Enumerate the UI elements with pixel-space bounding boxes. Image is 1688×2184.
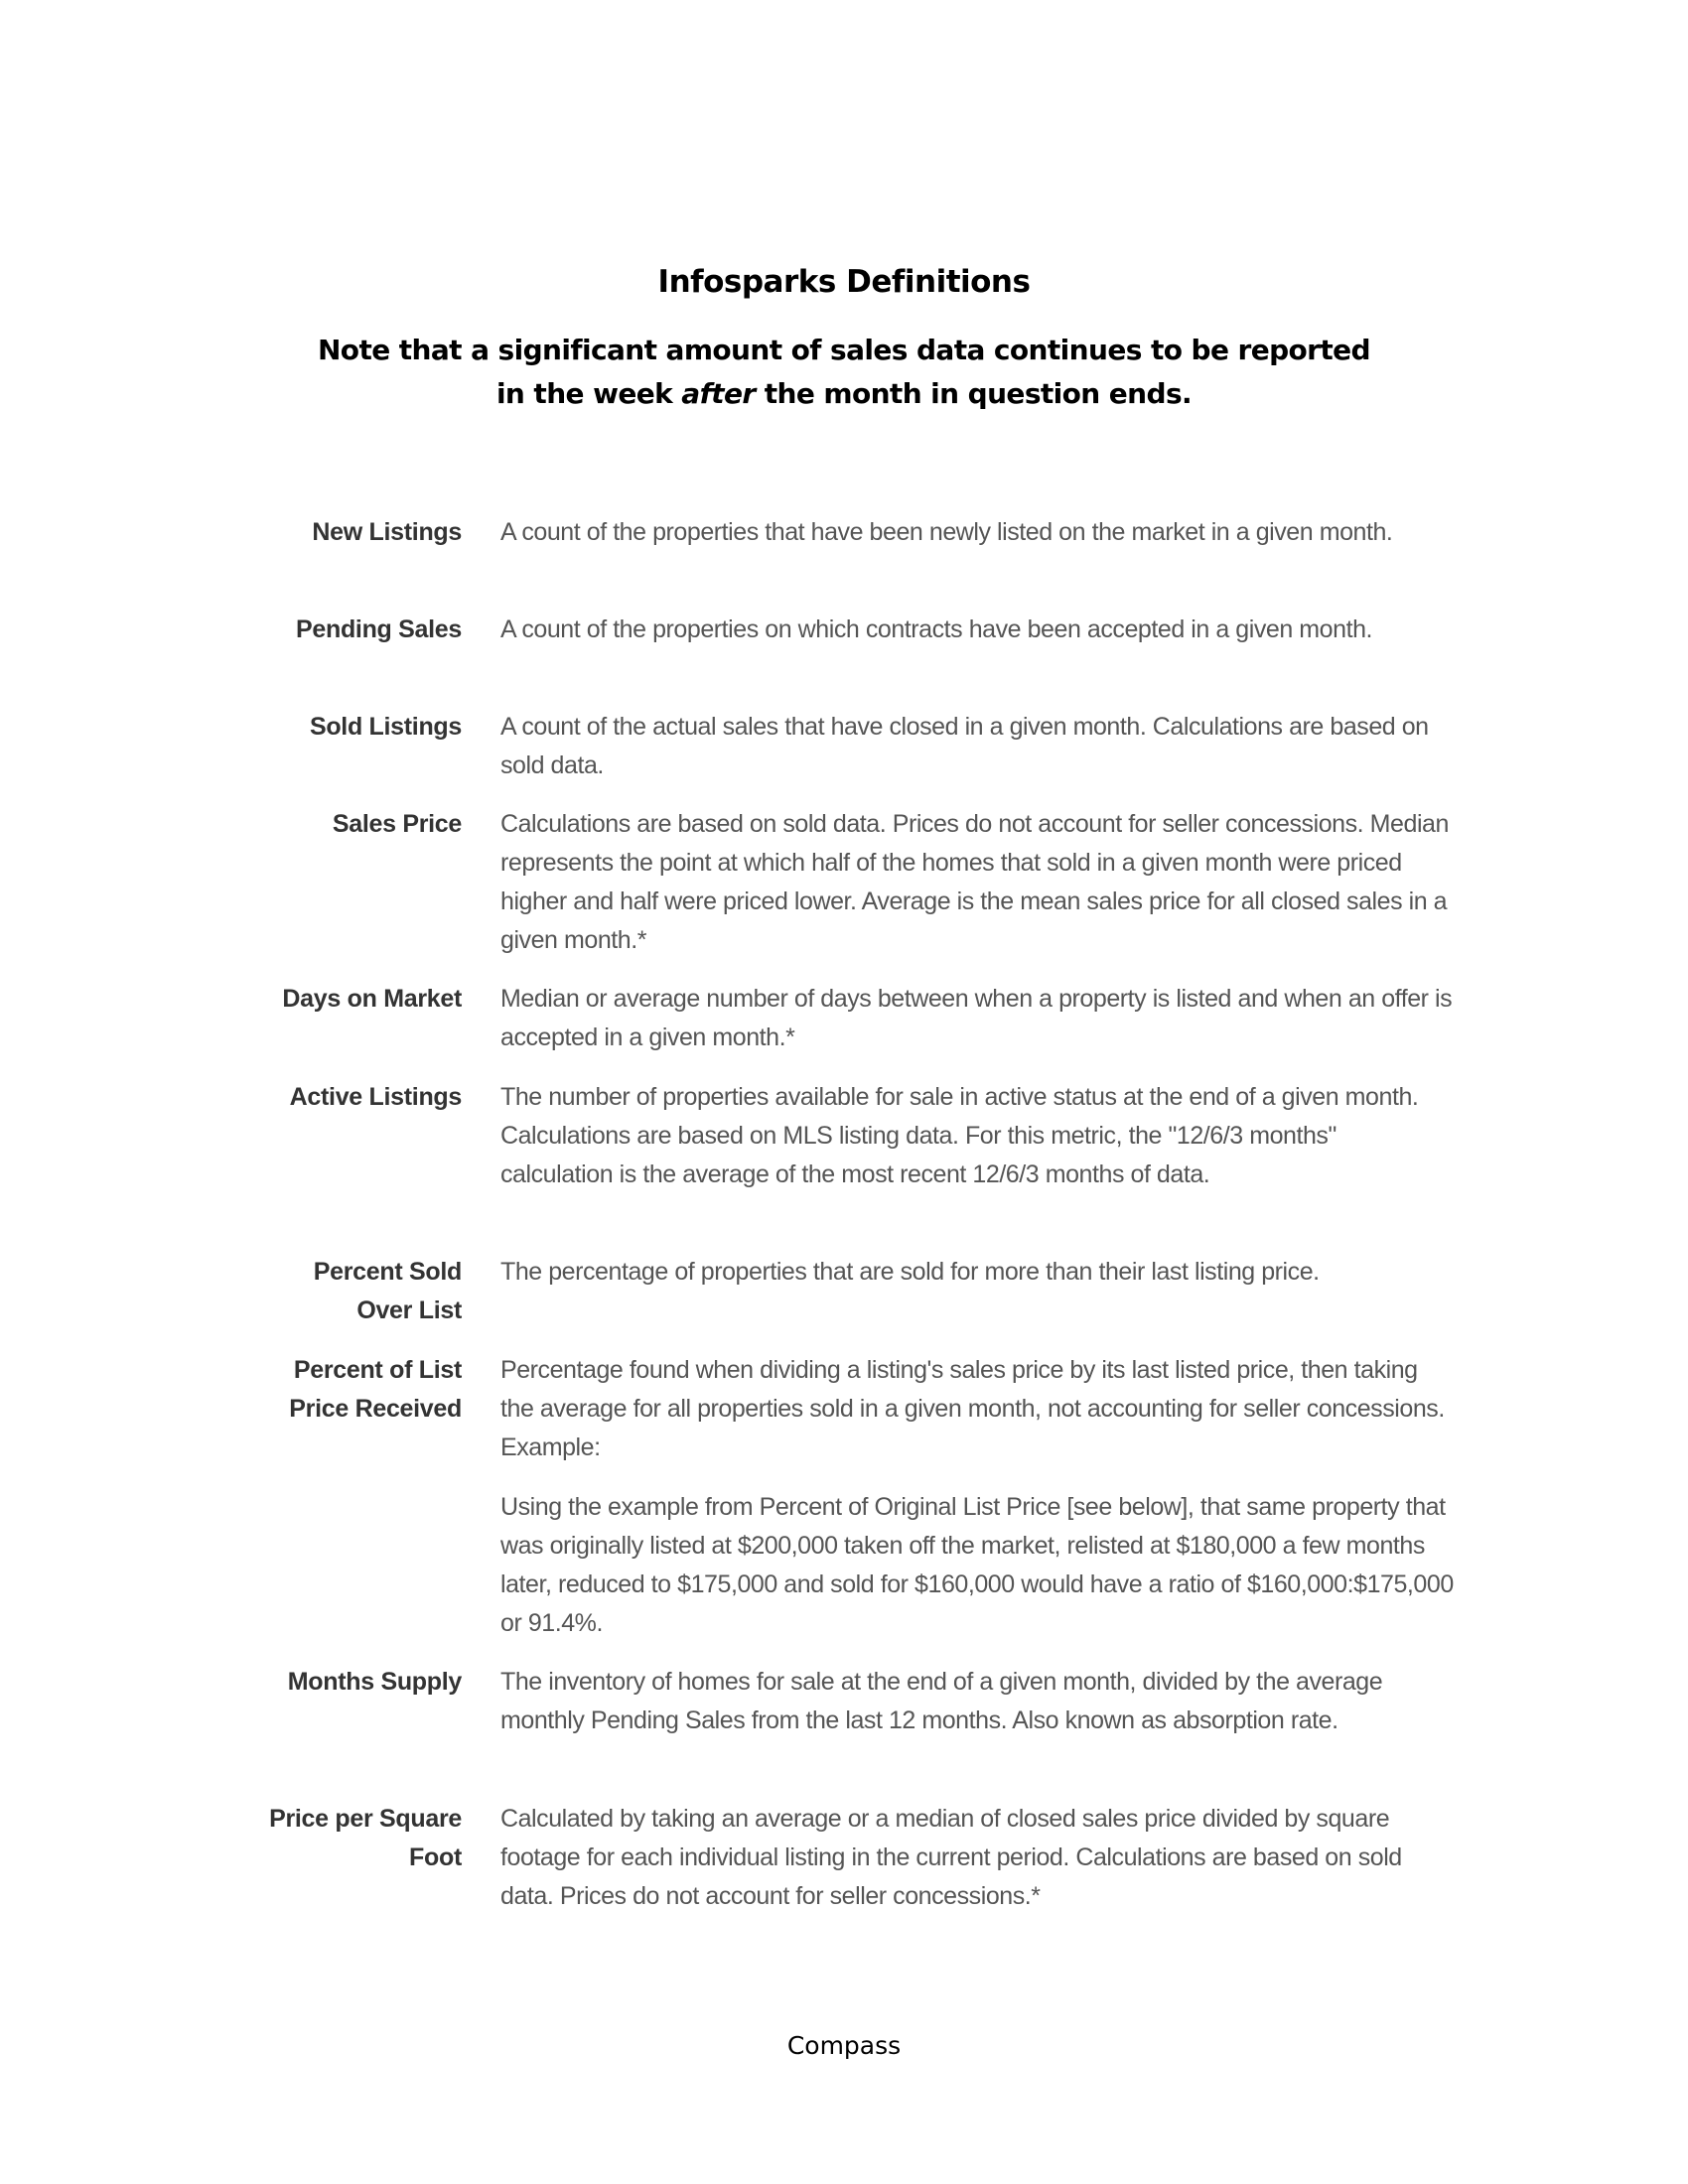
definition-text: A count of the properties on which contracts have been accepted in a given month. [500,615,1373,643]
definition-text: The number of properties available for sale in active status at the end of a given month. Calculations are based on MLS listing data. For this metric, the "12/6/3 months" calculation is the average of the most recent 12/6/3 months of data. [500,1083,1419,1188]
term: Sold Listings [309,713,462,741]
term: New Listings [312,518,462,546]
definition-text: A count of the actual sales that have closed in a given month. Calculations are based on sold data. [500,713,1429,779]
term: Price per Square Foot [269,1805,462,1871]
term: Percent of List Price Received [289,1356,462,1423]
note-line-2 [0,377,1688,410]
note-text: in the week [495,377,682,410]
term: Percent Sold Over List [313,1258,462,1324]
definition-text: Calculations are based on sold data. Prices do not account for seller concessions. Median represents the point at which half of the homes that sold in a given month were priced higher and half were priced lower. Average is the mean sales price for all closed sales in a given month.* [500,810,1449,954]
page-title: Infosparks Definitions [657,264,1031,300]
definition-text: The percentage of properties that are sold for more than their last listing price. [500,1258,1320,1286]
definition-text: Calculated by taking an average or a median of closed sales price divided by square footage for each individual listing in the current period. Calculations are based on sold data. Prices do not account for seller concessions.* [500,1805,1402,1910]
footer: Compass [786,2031,902,2060]
definition-example: Using the example from Percent of Original List Price [see below], that same property that was originally listed at $200,000 taken off the market, relisted at $180,000 a few months later, reduced to $175,000 and sold for $160,000 would have a ratio of $160,000:$175,000 or 91.4%. [500,1493,1454,1637]
note-emphasis: after [681,377,756,410]
term: Days on Market [282,985,462,1013]
note-text: the month in question ends. [755,377,1193,410]
definition-text: A count of the properties that have been newly listed on the market in a given month. [500,518,1393,546]
term: Pending Sales [296,615,462,643]
definition-text: Median or average number of days between when a property is listed and when an offer is accepted in a given month.* [500,985,1453,1051]
term: Active Listings [289,1083,462,1111]
definition-text: Percentage found when dividing a listing's sales price by its last listed price, then taking the average for all properties sold in a given month, not accounting for seller concessions. Example: [500,1356,1445,1461]
term: Months Supply [287,1668,462,1696]
note-line-1: Note that a significant amount of sales data continues to be reported [317,334,1371,366]
definition-text: The inventory of homes for sale at the end of a given month, divided by the average monthly Pending Sales from the last 12 months. Also known as absorption rate. [500,1668,1383,1734]
term: Sales Price [332,810,462,838]
